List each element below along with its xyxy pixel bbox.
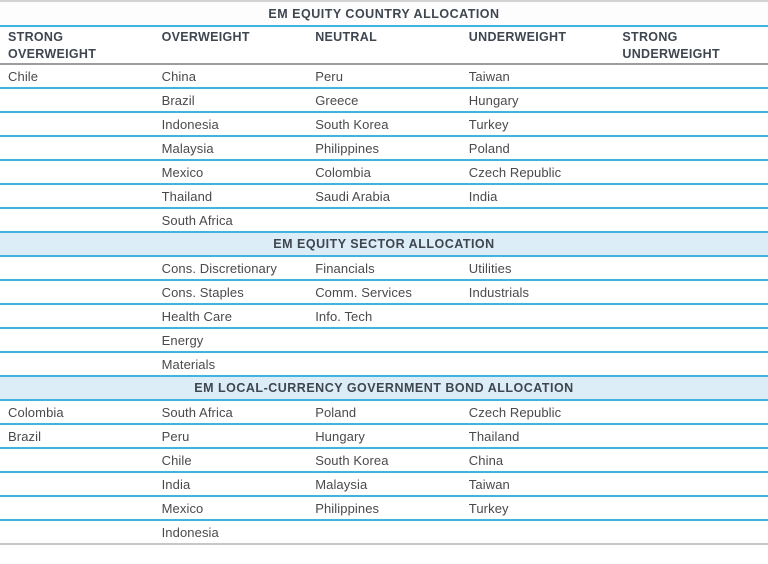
cell: Philippines xyxy=(315,500,380,516)
cell: Taiwan xyxy=(468,476,510,492)
cell: China xyxy=(468,452,504,468)
cell: Financials xyxy=(315,260,375,276)
cell: China xyxy=(161,68,197,84)
table-row xyxy=(0,497,768,521)
table-row xyxy=(0,89,768,113)
column-header-neutral: NEUTRAL xyxy=(315,30,378,44)
cell: Czech Republic xyxy=(468,164,562,180)
cell: Indonesia xyxy=(161,116,219,132)
cell: Turkey xyxy=(468,500,509,516)
cell: Colombia xyxy=(8,404,64,420)
section-title-country: EM EQUITY COUNTRY ALLOCATION xyxy=(268,6,500,21)
cell: Mexico xyxy=(161,500,204,516)
table-row xyxy=(0,353,768,375)
cell: Thailand xyxy=(161,188,213,204)
table-row xyxy=(0,113,768,137)
section-title-bond-band xyxy=(0,375,768,401)
table-row xyxy=(0,449,768,473)
cell: Taiwan xyxy=(468,68,510,84)
cell: Turkey xyxy=(468,116,509,132)
table-row xyxy=(0,65,768,89)
table-row xyxy=(0,401,768,425)
section-title-country-band xyxy=(0,0,768,27)
cell: Czech Republic xyxy=(468,404,562,420)
cell: India xyxy=(161,476,191,492)
cell: Hungary xyxy=(468,92,519,108)
section-title-bond: EM LOCAL-CURRENCY GOVERNMENT BOND ALLOCATION xyxy=(194,381,574,395)
cell: Materials xyxy=(161,356,216,372)
column-header-strong-overweight: STRONG OVERWEIGHT xyxy=(8,30,97,61)
cell: Brazil xyxy=(161,92,195,108)
cell: Poland xyxy=(468,140,510,156)
cell: Comm. Services xyxy=(315,284,412,300)
table-row xyxy=(0,305,768,329)
cell: Industrials xyxy=(468,284,530,300)
cell: Energy xyxy=(161,332,204,348)
cell: Colombia xyxy=(315,164,371,180)
table-row xyxy=(0,185,768,209)
cell: Brazil xyxy=(8,428,42,444)
cell: South Africa xyxy=(161,212,233,228)
cell: Mexico xyxy=(161,164,204,180)
cell: Cons. Staples xyxy=(161,284,244,300)
table-row xyxy=(0,209,768,231)
cell: India xyxy=(468,188,498,204)
table-row xyxy=(0,473,768,497)
cell: Philippines xyxy=(315,140,380,156)
cell: Hungary xyxy=(315,428,366,444)
cell: South Africa xyxy=(161,404,233,420)
cell: Chile xyxy=(8,68,39,84)
cell: Poland xyxy=(315,404,357,420)
column-header-strong-underweight: STRONG UNDERWEIGHT xyxy=(622,30,720,61)
table-row xyxy=(0,257,768,281)
cell: Saudi Arabia xyxy=(315,188,391,204)
cell: Thailand xyxy=(468,428,520,444)
cell: Indonesia xyxy=(161,524,219,540)
section-title-sector-band xyxy=(0,231,768,257)
column-headers xyxy=(0,27,768,65)
cell: Cons. Discretionary xyxy=(161,260,277,276)
cell: Peru xyxy=(315,68,344,84)
cell: Utilities xyxy=(468,260,512,276)
table-row xyxy=(0,521,768,545)
cell: Malaysia xyxy=(161,140,214,156)
cell: Greece xyxy=(315,92,359,108)
cell: South Korea xyxy=(315,116,389,132)
cell: Malaysia xyxy=(315,476,368,492)
table-row xyxy=(0,425,768,449)
cell: Info. Tech xyxy=(315,308,373,324)
cell: Chile xyxy=(161,452,192,468)
table-row xyxy=(0,137,768,161)
table-row xyxy=(0,329,768,353)
section-title-sector: EM EQUITY SECTOR ALLOCATION xyxy=(273,237,495,251)
table-row xyxy=(0,161,768,185)
cell: Peru xyxy=(161,428,190,444)
column-header-overweight: OVERWEIGHT xyxy=(161,30,250,44)
cell: Health Care xyxy=(161,308,233,324)
column-header-underweight: UNDERWEIGHT xyxy=(468,30,567,44)
cell: South Korea xyxy=(315,452,389,468)
table-row xyxy=(0,281,768,305)
